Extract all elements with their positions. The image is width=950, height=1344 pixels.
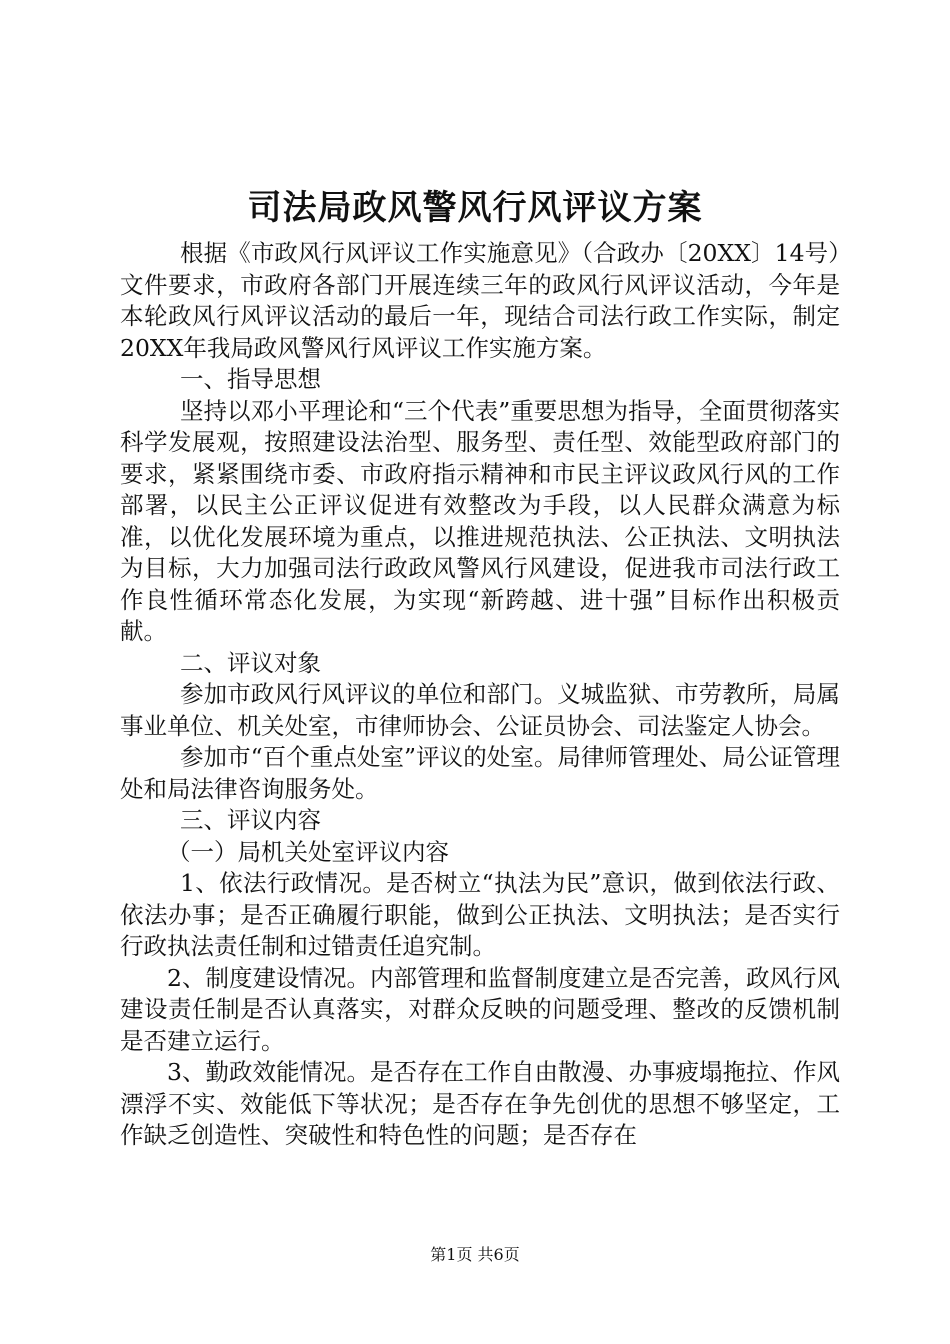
content-item-1: 1、依法行政情况。是否树立“执法为民”意识，做到依法行政、依法办事；是否正确履行职能，做到公正执法、文明执法；是否实行行政执法责任制和过错责任追究制。: [120, 869, 840, 960]
content-item-3: 3、勤政效能情况。是否存在工作自由散漫、办事疲塌拖拉、作风漂浮不实、效能低下等状况；是否存在争先创优的思想不够坚定，工作缺乏创造性、突破性和特色性的问题；是否存在: [120, 1058, 840, 1149]
section-heading-guiding-ideology: 一、指导思想: [180, 365, 321, 393]
section-heading-evaluation-content: 三、评议内容: [180, 806, 321, 834]
document-body: [120, 238, 840, 1152]
evaluation-targets-paragraph-1: 参加市政风行风评议的单位和部门。义城监狱、市劳教所，局属事业单位、机关处室，市律师协会、公证员协会、司法鉴定人协会。: [120, 680, 840, 740]
content-item-2: 2、制度建设情况。内部管理和监督制度建立是否完善，政风行风建设责任制是否认真落实，对群众反映的问题受理、整改的反馈机制是否建立运行。: [120, 963, 840, 1055]
subsection-heading-office-evaluation: （一）局机关处室评议内容: [167, 837, 449, 866]
page-footer: 第1页 共6页: [430, 1245, 520, 1264]
guiding-ideology-paragraph: 坚持以邓小平理论和“三个代表”重要思想为指导，全面贯彻落实科学发展观，按照建设法治型、服务型、责任型、效能型政府部门的要求，紧紧围绕市委、市政府指示精神和市民主评议政风行风的工作部署，以民主公正评议促进有效整改为手段，以人民群众满意为标准，以优化发展环境为重点，以推进规范执法、公正执法、文明执法为目标，大力加强司法行政政风警风行风建设，促进我市司法行政工作良性循环常态化发展，为实现“新跨越、进十强”目标作出积极贡献。: [120, 396, 840, 645]
intro-paragraph: 根据《市政风行风评议工作实施意见》（合政办〔20XX〕14号）文件要求，市政府各部门开展连续三年的政风行风评议活动，今年是本轮政风行风评议活动的最后一年，现结合司法行政工作实际，制定20XX年我局政风警风行风评议工作实施方案。: [120, 239, 840, 362]
evaluation-targets-paragraph-2: 参加市“百个重点处室”评议的处室。局律师管理处、局公证管理处和局法律咨询服务处。: [120, 743, 840, 803]
section-heading-evaluation-targets: 二、评议对象: [180, 648, 321, 677]
document-title: 司法局政风警风行风评议方案: [247, 188, 703, 228]
